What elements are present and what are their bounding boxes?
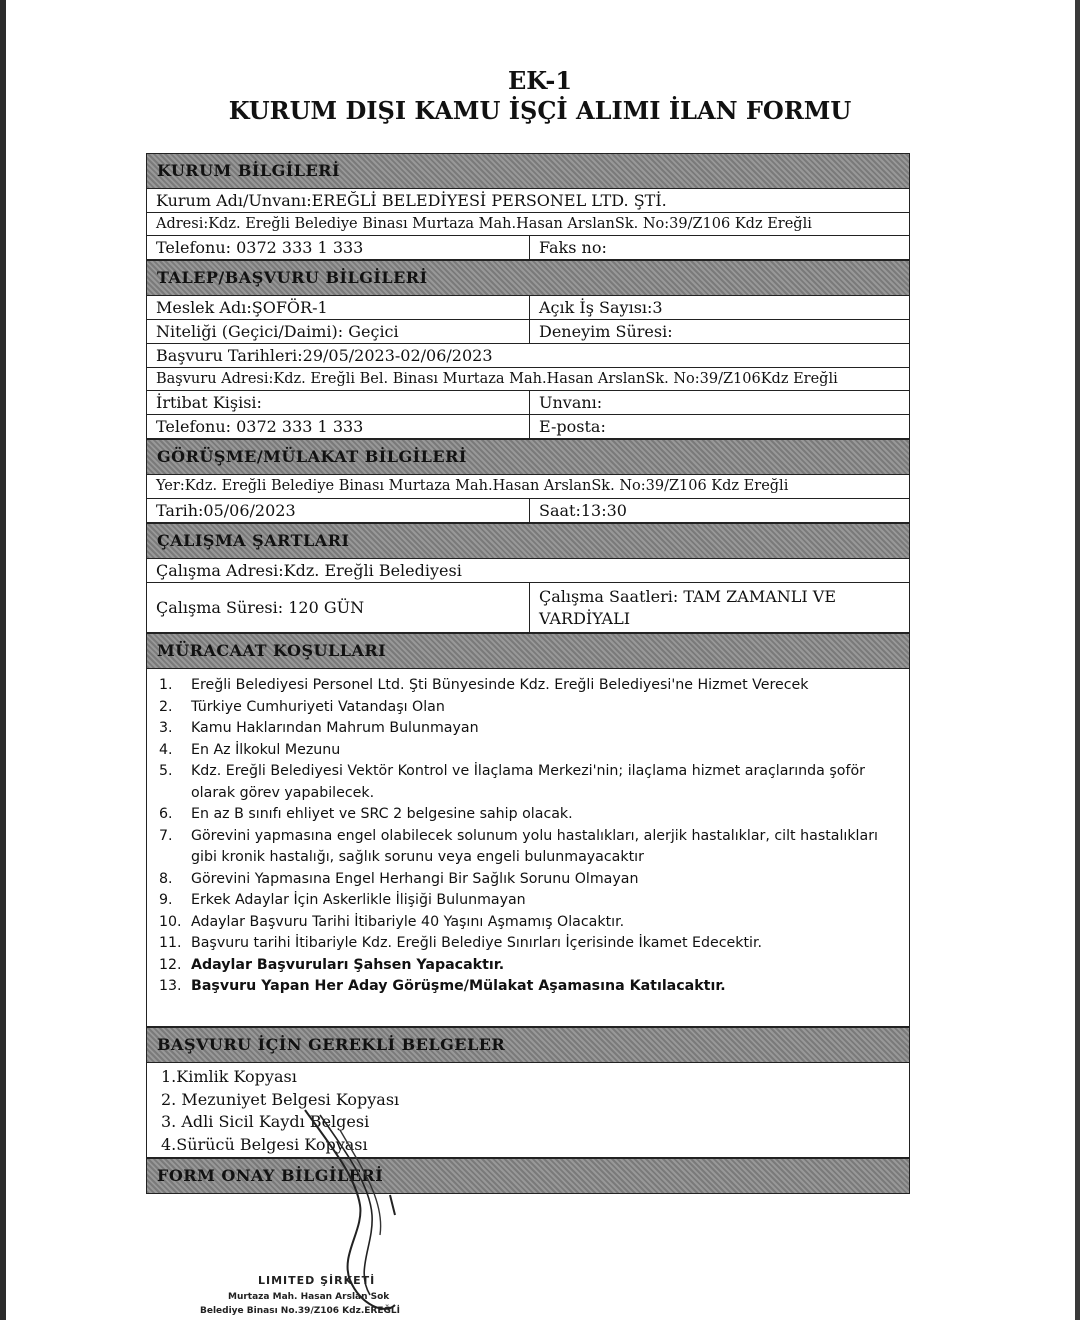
- condition-item: 7. Görevini yapmasına engel olabilecek solunum yolu hastalıkları, alerjik hastalıklar, cilt hastalıkları gibi kronik hastalığı, sağlık sorunu veya engeli bulunmayacaktır: [159, 827, 878, 865]
- calisma-adres-row: [146, 559, 910, 583]
- condition-item: 5. Kdz. Ereğli Belediyesi Vektör Kontrol ve İlaçlama Merkezi'nin; ilaçlama hizmet araçlarında şoför olarak görev yapabilecek.: [159, 763, 865, 801]
- gorusme-yer: Yer:Kdz. Ereğli Belediye Binası Murtaza Mah.Hasan ArslanSk. No:39/Z106 Kdz Ereğli: [156, 478, 789, 494]
- e-posta: E-posta:: [539, 417, 606, 436]
- kurum-address: Adresi:Kdz. Ereğli Belediye Binası Murtaza Mah.Hasan ArslanSk. No:39/Z106 Kdz Ereğli: [156, 216, 812, 232]
- talep-row-3: [146, 344, 910, 368]
- condition-item: 4. En Az İlkokul Mezunu: [159, 741, 341, 758]
- kurum-address-row: [146, 213, 910, 236]
- document-item: 2. Mezuniyet Belgesi Kopyası: [161, 1089, 400, 1109]
- basvuru-tarihleri: Başvuru Tarihleri:29/05/2023-02/06/2023: [156, 346, 493, 365]
- section-calisma: ÇALIŞMA ŞARTLARI: [146, 523, 910, 559]
- condition-item: 8. Görevini Yapmasına Engel Herhangi Bir Sağlık Sorunu Olmayan: [159, 870, 639, 887]
- condition-item: 9. Erkek Adaylar İçin Askerlikle İlişiği Bulunmayan: [159, 892, 526, 908]
- condition-item: 11. Başvuru tarihi İtibariyle Kdz. Ereğli Belediye Sınırları İçerisinde İkamet Edecektir.: [159, 935, 763, 951]
- condition-item: 13. Başvuru Yapan Her Aday Görüşme/Mülakat Aşamasına Katılacaktır.: [159, 978, 726, 994]
- kurum-name-row: [146, 189, 910, 213]
- talep-telefon: Telefonu: 0372 333 1 333: [147, 415, 530, 438]
- company-stamp: [200, 1266, 460, 1320]
- section-muracaat: MÜRACAAT KOŞULLARI: [146, 633, 910, 669]
- condition-item: 10. Adaylar Başvuru Tarihi İtibariyle 40 Yaşını Aşmamış Olacaktır.: [159, 913, 625, 930]
- form-code: EK-1: [507, 66, 573, 95]
- form-title: KURUM DIŞI KAMU İŞÇİ ALIMI İLAN FORMU: [228, 96, 852, 125]
- calisma-adresi: Çalışma Adresi:Kdz. Ereğli Belediyesi: [156, 561, 462, 580]
- kurum-fax: Faks no:: [539, 238, 607, 257]
- gorusme-yer-row: [146, 475, 910, 499]
- calisma-suresi: Çalışma Süresi: 120 GÜN: [147, 583, 530, 632]
- talep-row-4: [146, 368, 910, 391]
- condition-item: 12. Adaylar Başvuruları Şahsen Yapacaktır.: [159, 956, 505, 973]
- section-gorusme: GÖRÜŞME/MÜLAKAT BİLGİLERİ: [146, 439, 910, 475]
- condition-item: 6. En az B sınıfı ehliyet ve SRC 2 belgesine sahip olacak.: [159, 806, 573, 822]
- section-onay: FORM ONAY BİLGİLERİ: [146, 1158, 910, 1194]
- section-belgeler: BAŞVURU İÇİN GEREKLİ BELGELER: [146, 1027, 910, 1063]
- kurum-phone: Telefonu: 0372 333 1 333: [147, 236, 530, 259]
- condition-item: 1. Ereğli Belediyesi Personel Ltd. Şti Bünyesinde Kdz. Ereğli Belediyesi'ne Hizmet Verecek: [159, 677, 809, 693]
- kurum-name: Kurum Adı/Unvanı:EREĞLİ BELEDİYESİ PERSONEL LTD. ŞTİ.: [156, 191, 667, 210]
- talep-row-5: [146, 391, 910, 415]
- talep-row-1: [146, 296, 910, 320]
- talep-row-6: [146, 415, 910, 439]
- gorusme-saat: Saat:13:30: [539, 501, 627, 520]
- unvani: Unvanı:: [539, 393, 603, 412]
- calisma-sure-row: [146, 583, 910, 633]
- calisma-saatleri: Çalışma Saatleri: TAM ZAMANLI VE VARDİYALI: [539, 587, 837, 628]
- acik-is-sayisi: Açık İş Sayısı:3: [539, 298, 663, 317]
- section-kurum: KURUM BİLGİLERİ: [146, 153, 910, 189]
- condition-item: 3. Kamu Haklarından Mahrum Bulunmayan: [159, 720, 479, 736]
- gorusme-tarih-row: [146, 499, 910, 523]
- document-item: 3. Adli Sicil Kaydı Belgesi: [161, 1112, 370, 1131]
- application-form: [146, 153, 910, 1194]
- muracaat-list: [147, 675, 909, 998]
- basvuru-adresi: Başvuru Adresi:Kdz. Ereğli Bel. Binası Murtaza Mah.Hasan ArslanSk. No:39/Z106Kdz Ereğli: [156, 371, 838, 387]
- stamp-line-2: Murtaza Mah. Hasan Arslan Sok: [228, 1292, 390, 1302]
- page-edge-right: [1075, 0, 1080, 1320]
- irtibat-kisisi: İrtibat Kişisi:: [147, 391, 530, 414]
- kurum-contact-row: [146, 236, 910, 260]
- document-item: 1.Kimlik Kopyası: [161, 1067, 297, 1086]
- muracaat-list-box: [146, 669, 910, 1027]
- talep-row-2: [146, 320, 910, 344]
- gorusme-tarih: Tarih:05/06/2023: [147, 499, 530, 522]
- stamp-line-1: LIMITED ŞİRKETİ: [258, 1274, 376, 1287]
- page-edge-left: [0, 0, 6, 1320]
- niteligi: Niteliği (Geçici/Daimi): Geçici: [147, 320, 530, 343]
- belgeler-list: [146, 1063, 910, 1158]
- meslek-adi: Meslek Adı:ŞOFÖR-1: [147, 296, 530, 319]
- section-talep: TALEP/BAŞVURU BİLGİLERİ: [146, 260, 910, 296]
- deneyim-suresi: Deneyim Süresi:: [539, 322, 673, 341]
- stamp-line-3: Belediye Binası No.39/Z106 Kdz.EREĞLİ: [200, 1306, 400, 1316]
- condition-item: 2. Türkiye Cumhuriyeti Vatandaşı Olan: [159, 698, 445, 715]
- document-item: 4.Sürücü Belgesi Kopyası: [161, 1134, 368, 1154]
